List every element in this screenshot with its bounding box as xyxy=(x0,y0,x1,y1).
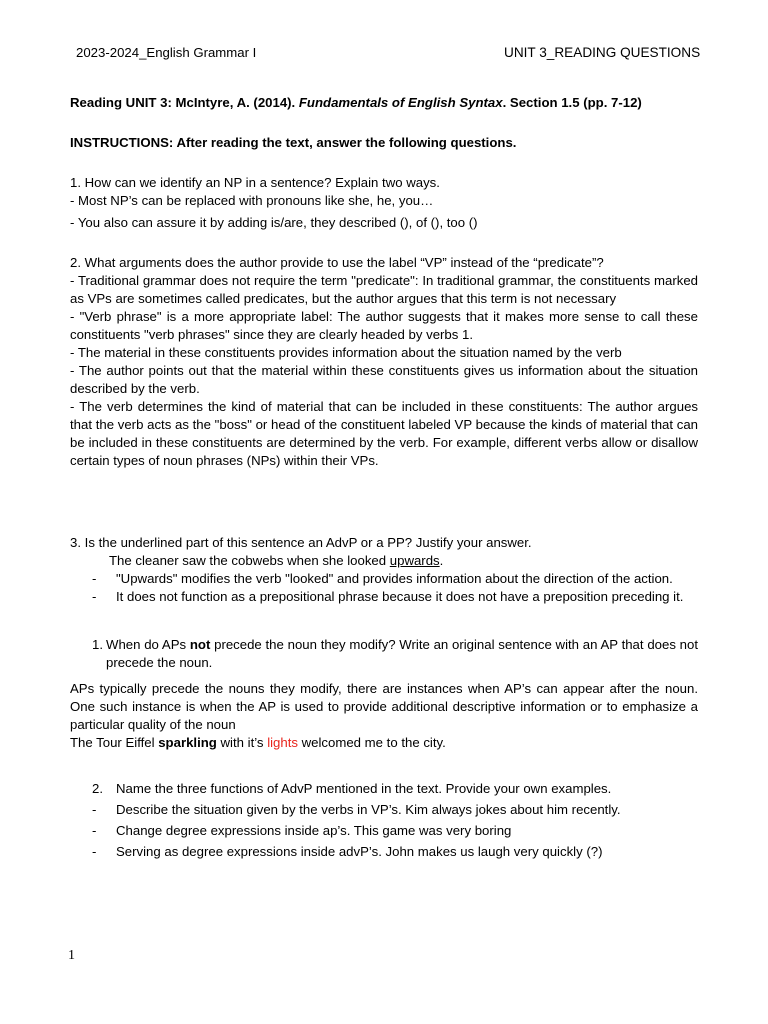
reading-prefix: Reading UNIT 3: McIntyre, A. (2014). xyxy=(70,95,299,110)
instructions: INSTRUCTIONS: After reading the text, answer the following questions. xyxy=(70,135,517,150)
question-4-text-end: precede the noun they modify? Write an original sentence with an AP that does not precede the noun. xyxy=(106,637,698,670)
book-title: Fundamentals of English Syntax xyxy=(298,95,503,110)
question-2-answer: - Traditional grammar does not require the term "predicate": In traditional grammar, the constituents marked as VPs are sometimes called predicates, but the author argues that this term is not necessary xyxy=(70,273,698,306)
question-1-text: 1. How can we identify an NP in a sentence? Explain two ways. xyxy=(70,175,440,190)
page-number: 1 xyxy=(68,948,75,963)
example-part: welcomed me to the city. xyxy=(297,735,446,750)
question-4-text-start: When do APs xyxy=(106,637,190,652)
list-item xyxy=(70,780,698,798)
item-number: 2. xyxy=(92,781,103,796)
question-2-answer: - "Verb phrase" is a more appropriate label: The author suggests that it makes more sense to call these constituents "verb phrases" since they are clearly headed by verbs 1. xyxy=(70,309,698,342)
example-sentence xyxy=(70,552,698,570)
question-3 xyxy=(70,534,698,606)
question-2-answer: - The material in these constituents provides information about the situation named by the verb xyxy=(70,345,622,360)
question-4-bold-word: not xyxy=(189,637,211,652)
question-3-bullets xyxy=(70,570,698,606)
list-item: - Describe the situation given by the verbs in VP’s. Kim always jokes about him recently. xyxy=(70,801,698,819)
list-item: - Serving as degree expressions inside advP’s. John makes us laugh very quickly (?) xyxy=(70,843,698,861)
list-item: - It does not function as a prepositional phrase because it does not have a preposition preceding it. xyxy=(70,588,698,606)
question-5 xyxy=(70,780,698,861)
example-red-word: lights xyxy=(267,735,298,750)
document-body xyxy=(70,94,698,861)
question-1-answer: - You also can assure it by adding is/are, they described (), of (), too () xyxy=(70,215,478,230)
example-bold-word: sparkling xyxy=(158,735,217,750)
example-sentence-end: . xyxy=(439,553,444,568)
question-3-text: 3. Is the underlined part of this sentence an AdvP or a PP? Justify your answer. xyxy=(70,535,532,550)
header-course: 2023-2024_English Grammar I xyxy=(76,45,257,60)
question-5-bullets xyxy=(70,801,698,861)
question-4-answer: APs typically precede the nouns they modify, there are instances when AP’s can appear after the noun. One such instance is when the AP is used to provide additional descriptive information or to emphasize a particular quality of the noun xyxy=(70,681,698,732)
question-4-list xyxy=(70,636,698,672)
question-5-list xyxy=(70,780,698,798)
question-4 xyxy=(70,636,698,752)
underlined-word: upwards xyxy=(389,553,440,568)
question-2-answer: - The verb determines the kind of material that can be included in these constituents: The author argues that the verb acts as the "boss" or head of the constituent labeled VP because the kinds of material that can be included in these constituents are determined by the verb. For example, different verbs allow or disallow certain types of noun phrases (NPs) within their VPs. xyxy=(70,399,698,468)
example-part: The Tour Eiffel xyxy=(70,735,159,750)
example-sentence-start: The cleaner saw the cobwebs when she looked xyxy=(109,553,390,568)
list-item: - "Upwards" modifies the verb "looked" and provides information about the direction of the action. xyxy=(70,570,698,588)
question-2-text: 2. What arguments does the author provide to use the label “VP” instead of the “predicate”? xyxy=(70,255,604,270)
list-item xyxy=(70,636,698,672)
reading-reference xyxy=(70,94,698,112)
reading-suffix: . Section 1.5 (pp. 7-12) xyxy=(502,95,642,110)
header-unit: UNIT 3_READING QUESTIONS xyxy=(504,45,701,60)
question-2-answer: - The author points out that the material within these constituents gives us information about the situation described by the verb. xyxy=(70,363,698,396)
item-number: 1. xyxy=(92,637,103,652)
question-1 xyxy=(70,174,698,232)
list-item: - Change degree expressions inside ap’s. This game was very boring xyxy=(70,822,698,840)
question-1-answer: - Most NP’s can be replaced with pronouns like she, he, you… xyxy=(70,193,434,208)
question-5-text: Name the three functions of AdvP mentioned in the text. Provide your own examples. xyxy=(116,781,612,796)
question-4-example xyxy=(70,734,698,752)
example-part: with it’s xyxy=(216,735,268,750)
question-2 xyxy=(70,254,698,470)
